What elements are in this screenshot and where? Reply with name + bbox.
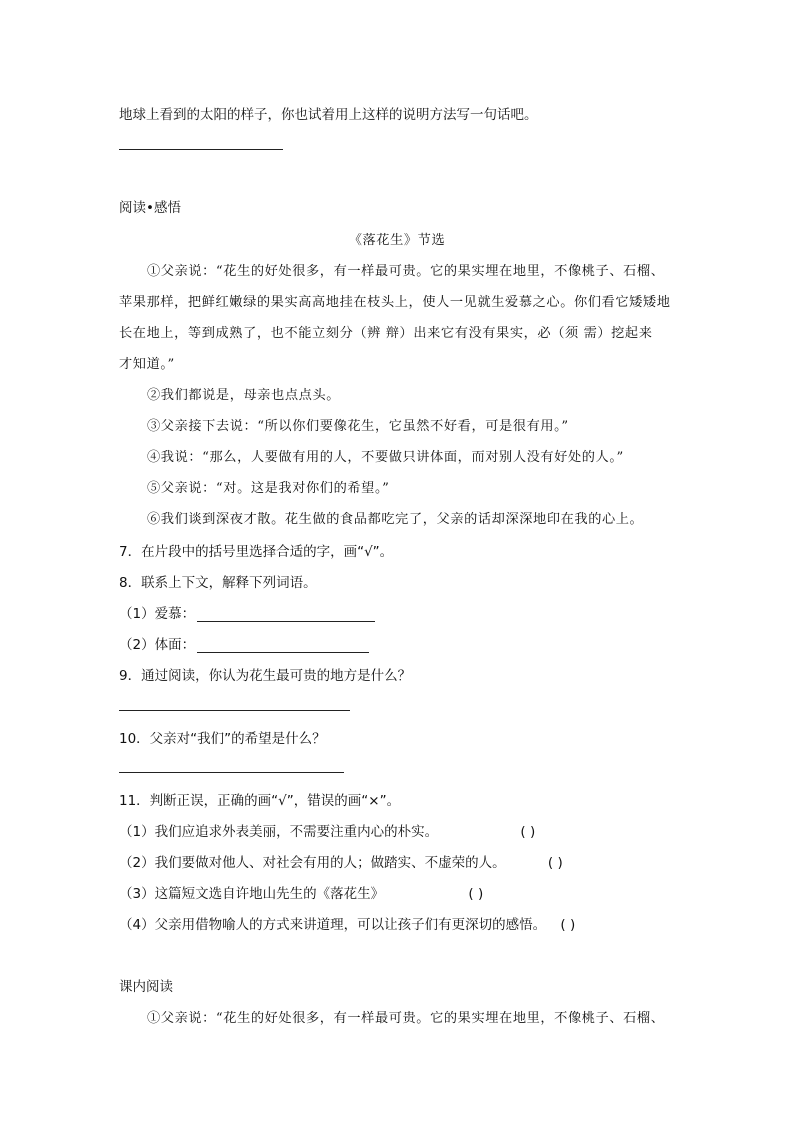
question-label: （2）体面： bbox=[119, 637, 196, 653]
passage-paragraph: ⑤父亲说：“对。这是我对你们的希望。” bbox=[147, 481, 390, 496]
statement: （3）这篇短文选自许地山先生的《落花生》 bbox=[119, 886, 385, 902]
passage-paragraph: 长在地上，等到成熟了，也不能立刻分（辨 辩）出来它有没有果实，必（须 需）挖起来 bbox=[119, 326, 653, 341]
passage-paragraph: ⑥我们谈到深夜才散。花生做的食品都吃完了，父亲的话却深深地印在我的心上。 bbox=[147, 512, 644, 527]
judgement-item bbox=[119, 913, 575, 933]
statement: （4）父亲用借物喻人的方式来讲道理，可以让孩子们有更深切的感悟。 bbox=[119, 917, 547, 933]
judgement-item bbox=[119, 820, 535, 840]
passage-paragraph: ①父亲说：“花生的好处很多，有一样最可贵。它的果实埋在地里，不像桃子、石榴、 bbox=[147, 1011, 665, 1026]
question-7: 7．在片段中的括号里选择合适的字，画“√”。 bbox=[119, 544, 394, 560]
passage-title: 《落花生》节选 bbox=[348, 233, 446, 248]
answer-paren[interactable]: ( ) bbox=[520, 824, 536, 840]
question-8: 8．联系上下文，解释下列词语。 bbox=[119, 575, 317, 591]
question-8-2 bbox=[119, 633, 369, 653]
passage-paragraph: ③父亲接下去说：“所以你们要像花生，它虽然不好看，可是很有用。” bbox=[147, 419, 569, 434]
question-9: 9．通过阅读，你认为花生最可贵的地方是什么？ bbox=[119, 668, 412, 684]
judgement-item bbox=[119, 882, 483, 902]
judgement-item bbox=[119, 851, 563, 871]
answer-line bbox=[119, 149, 283, 150]
section-heading: 阅读•感悟 bbox=[119, 200, 181, 216]
statement: （1）我们应追求外表美丽，不需要注重内心的朴实。 bbox=[119, 824, 439, 840]
passage-paragraph: 才知道。” bbox=[119, 357, 175, 372]
question-8-1 bbox=[119, 602, 375, 622]
question-10: 10．父亲对“我们”的希望是什么？ bbox=[119, 731, 326, 747]
answer-line[interactable] bbox=[119, 772, 344, 773]
statement: （2）我们要做对他人、对社会有用的人；做踏实、不虚荣的人。 bbox=[119, 855, 506, 871]
question-label: （1）爱慕： bbox=[119, 606, 196, 622]
intro-line: 地球上看到的太阳的样子，你也试着用上这样的说明方法写一句话吧。 bbox=[119, 107, 538, 123]
answer-paren[interactable]: ( ) bbox=[468, 886, 484, 902]
passage-paragraph: 苹果那样，把鲜红嫩绿的果实高高地挂在枝头上，使人一见就生爱慕之心。你们看它矮矮地 bbox=[119, 295, 671, 310]
section-heading: 课内阅读 bbox=[119, 979, 173, 995]
answer-line[interactable] bbox=[119, 710, 350, 711]
answer-paren[interactable]: ( ) bbox=[547, 855, 563, 871]
passage-paragraph: ②我们都说是，母亲也点点头。 bbox=[147, 388, 341, 403]
answer-paren[interactable]: ( ) bbox=[560, 917, 576, 933]
passage-paragraph: ①父亲说：“花生的好处很多，有一样最可贵。它的果实埋在地里，不像桃子、石榴、 bbox=[147, 264, 665, 279]
answer-blank[interactable] bbox=[197, 607, 375, 622]
question-11: 11．判断正误，正确的画“√”，错误的画“×”。 bbox=[119, 793, 401, 809]
passage-paragraph: ④我说：“那么，人要做有用的人，不要做只讲体面，而对别人没有好处的人。” bbox=[147, 450, 624, 465]
answer-blank[interactable] bbox=[197, 638, 369, 653]
